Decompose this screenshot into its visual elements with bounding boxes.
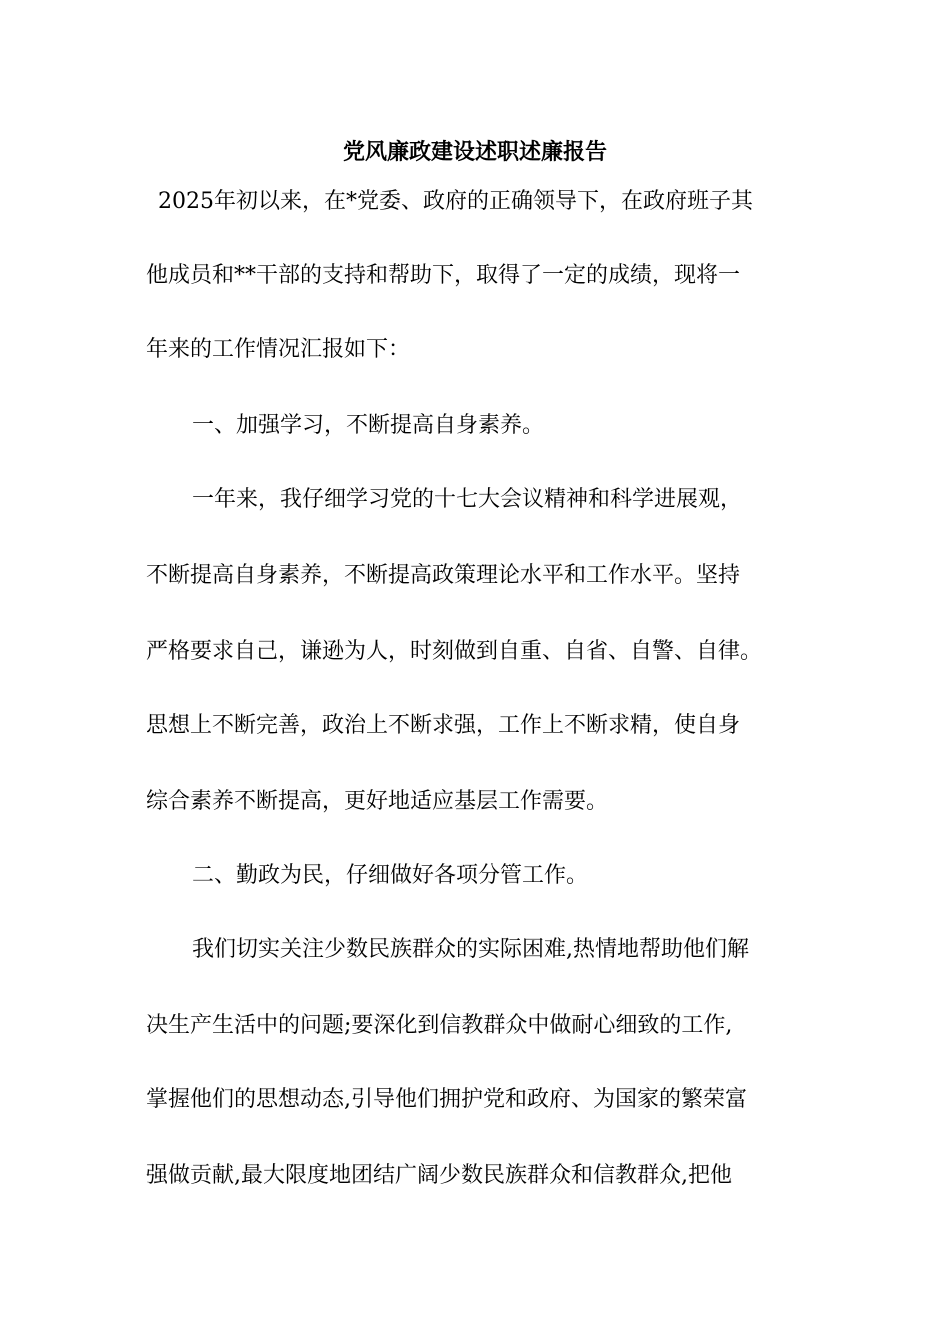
text-line: 一年来，我仔细学习党的十七大会议精神和科学进展观，	[192, 487, 743, 512]
section-heading: 一、加强学习，不断提高自身素养。	[192, 413, 545, 438]
text-line: 不断提高自身素养，不断提高政策理论水平和工作水平。坚持	[146, 563, 741, 588]
text-line: 综合素养不断提高，更好地适应基层工作需要。	[146, 789, 609, 814]
text-line: 严格要求自己，谦逊为人，时刻做到自重、自省、自警、自律。	[146, 639, 763, 664]
text-line: 我们切实关注少数民族群众的实际困难,热情地帮助他们解	[192, 937, 749, 962]
text-line: 2025年初以来，在*党委、政府的正确领导下，在政府班子其	[158, 189, 753, 214]
text-line: 强做贡献,最大限度地团结广阔少数民族群众和信教群众,把他	[146, 1163, 732, 1188]
text-line: 决生产生活中的问题;要深化到信教群众中做耐心细致的工作,	[146, 1013, 733, 1038]
section-heading: 二、勤政为民，仔细做好各项分管工作。	[192, 863, 589, 888]
text-line: 他成员和**干部的支持和帮助下，取得了一定的成绩，现将一	[146, 263, 741, 288]
text-line: 掌握他们的思想动态,引导他们拥护党和政府、为国家的繁荣富	[146, 1087, 747, 1112]
text-line: 年来的工作情况汇报如下：	[146, 337, 411, 362]
text-line: 思想上不断完善，政治上不断求强，工作上不断求精，使自身	[146, 713, 741, 738]
document-title: 党风廉政建设述职述廉报告	[342, 139, 607, 165]
